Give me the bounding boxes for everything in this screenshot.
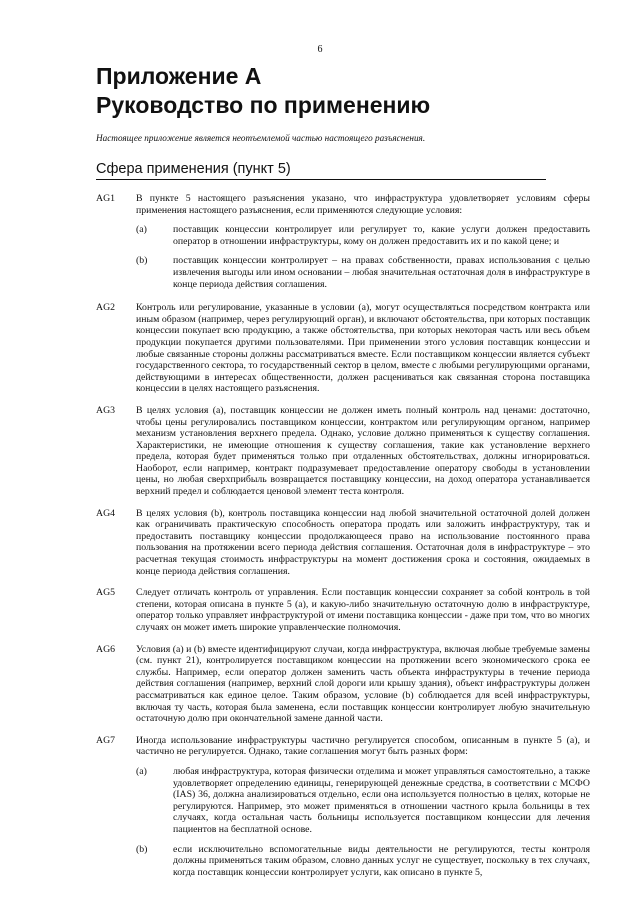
subitem	[136, 844, 590, 879]
paragraph-ag6	[96, 644, 590, 725]
subitem-label: (b)	[136, 843, 148, 855]
paragraph-text: В пункте 5 настоящего разъяснения указано, что инфраструктура удовлетворяет условиям сферы применения настоящего разъяснения, если применяются следующие условия:	[136, 193, 590, 216]
paragraph-label: AG5	[96, 587, 116, 599]
subitem-label: (a)	[136, 765, 147, 777]
paragraph-text: Иногда использование инфраструктуры частично регулируется способом, описанным в пункте 5 (а), и частично не регулируется. Однако, такие соглашения могут быть разных форм:	[136, 734, 590, 758]
paragraph-label: AG7	[96, 734, 116, 746]
paragraph-ag7	[96, 735, 590, 879]
subitem	[136, 255, 590, 290]
subitem	[136, 224, 590, 247]
appendix-subtitle: Руководство по применению	[96, 92, 431, 118]
appendix-title: Приложение А	[96, 63, 262, 89]
paragraph-ag1	[96, 193, 590, 290]
paragraph-text: В целях условия (а), поставщик концессии не должен иметь полный контроль над ценами: достаточно, чтобы цены регулировались поставщиком концессии, контрактом или регулирующим органом, например механизм установления верхнего предела. Однако, условие должно применяться к существу соглашения. Характеристики, не имеющие отношения к существу соглашения, такие как установление верхнего предела, которая будет применяться только при отдаленных обстоятельствах, должны игнорироваться. Наоборот, если например, контракт подразумевает предоставление оператору свободы в установлении цены, но любая сверхприбыль возвращается поставщику концессии, на доход оператора устанавливается верхний предел и соблюдается ценовой элемент теста контроля.	[136, 404, 590, 498]
subitem-text: поставщик концессии контролирует – на правах собственности, правах использования с целью извлечения выгоды или ином основании – любая значительная остаточная доля в инфраструктуре в конце периода действия соглашения.	[173, 255, 590, 290]
paragraph-label: AG3	[96, 404, 116, 416]
paragraph-text: В целях условия (b), контроль поставщика концессии над любой значительной остаточной долей должен как ограничивать практическую способность оператора продать или заложить инфраструктуру, так и предоставить поставщику концессии продолжающееся право на использование постоянного права пользования на протяжении всего периода действия соглашения. Остаточная доля в инфраструктуре – это расчетная текущая стоимость инфраструктуры на момент достижения срока и состояния, ожидаемых в конце периода действия соглашения.	[136, 507, 590, 577]
page-number: 6	[317, 44, 323, 55]
paragraph-ag4	[96, 508, 590, 578]
paragraph-label: AG2	[96, 302, 116, 314]
paragraph-label: AG1	[96, 193, 116, 204]
paragraph-label: AG6	[96, 643, 116, 655]
subitem-label: (b)	[136, 255, 148, 267]
paragraph-label: AG4	[96, 507, 116, 519]
paragraph-text: Условия (а) и (b) вместе идентифицируют случаи, когда инфраструктура, включая любые требуемые замены (см. пункт 21), контролируется поставщиком концессии на протяжении всего экономического срока ее службы. Например, если оператор должен заменить часть объекта инфраструктуры в течение периода действия соглашения (например, верхний слой дороги или крышу здания), объект инфраструктуры должен рассматриваться как единое целое. Таким образом, условие (b) соблюдается для всей инфраструктуры, включая ту часть, которая была заменена, если поставщик концессии контролирует любую значительную остаточную долю при окончательной замене данной части.	[136, 643, 590, 725]
paragraph-text: Контроль или регулирование, указанные в условии (а), могут осуществляться посредством контракта или иным образом (например, через регулирующий орган), и включают обстоятельства, при которых поставщик концессии покупает всю продукцию, а также обстоятельства, при которых некоторая часть или весь объем продукции покупается другими пользователями. При применении этого условия поставщик концессии и любые связанные стороны должны рассматриваться вместе. Если поставщиком концессии является субъект государственного сектора, то государственный сектор в целом, вместе с любыми регулирующими органами, действующими в интересах общественности, должен расцениваться как связанная сторона поставщика концессии в целях настоящего разъяснения.	[136, 302, 590, 395]
paragraph-ag5	[96, 587, 590, 633]
paragraph-list	[96, 193, 590, 878]
intro-note: Настоящее приложение является неотъемлемой частью настоящего разъяснения.	[96, 133, 426, 143]
section-title: Сфера применения (пункт 5)	[96, 161, 546, 180]
appendix-heading	[96, 62, 430, 120]
paragraph-ag3	[96, 405, 590, 498]
paragraph-ag2	[96, 302, 590, 395]
subitem-text: любая инфраструктура, которая физически отделима и может управляться самостоятельно, а также удовлетворяет определению единицы, генерирующей денежные средства, в соответствии с МСФО (IAS) 36, должна анализироваться отдельно, если она используется полностью в целях, которые не регулируются. Например, это может применяться в отношении частного крыла больницы в тех случаях, когда остальная часть больницы используется поставщиком концессии для лечения пациентов на бесплатной основе.	[173, 765, 590, 835]
subitem-label: (a)	[136, 224, 147, 236]
paragraph-text: Следует отличать контроль от управления. Если поставщик концессии сохраняет за собой контроль в той степени, которая описана в пункте 5 (а), и какую-либо значительную остаточную долю в инфраструктуре, оператор только управляет инфраструктурой от имени поставщика концессии - даже при том, что во многих случаях он может иметь широкие управленческие полномочия.	[136, 587, 590, 633]
subitem	[136, 766, 590, 836]
subitem-text: поставщик концессии контролирует или регулирует то, какие услуги должен предоставить оператор в отношении инфраструктуры, кому он должен предоставить их и по какой цене; и	[173, 224, 590, 247]
subitem-text: если исключительно вспомогательные виды деятельности не регулируются, тесты контроля должны применяться таким образом, словно данных услуг не существует, поскольку в тех случаях, когда поставщик концессии контролирует услуги, как описано в пункте 5,	[173, 843, 590, 878]
